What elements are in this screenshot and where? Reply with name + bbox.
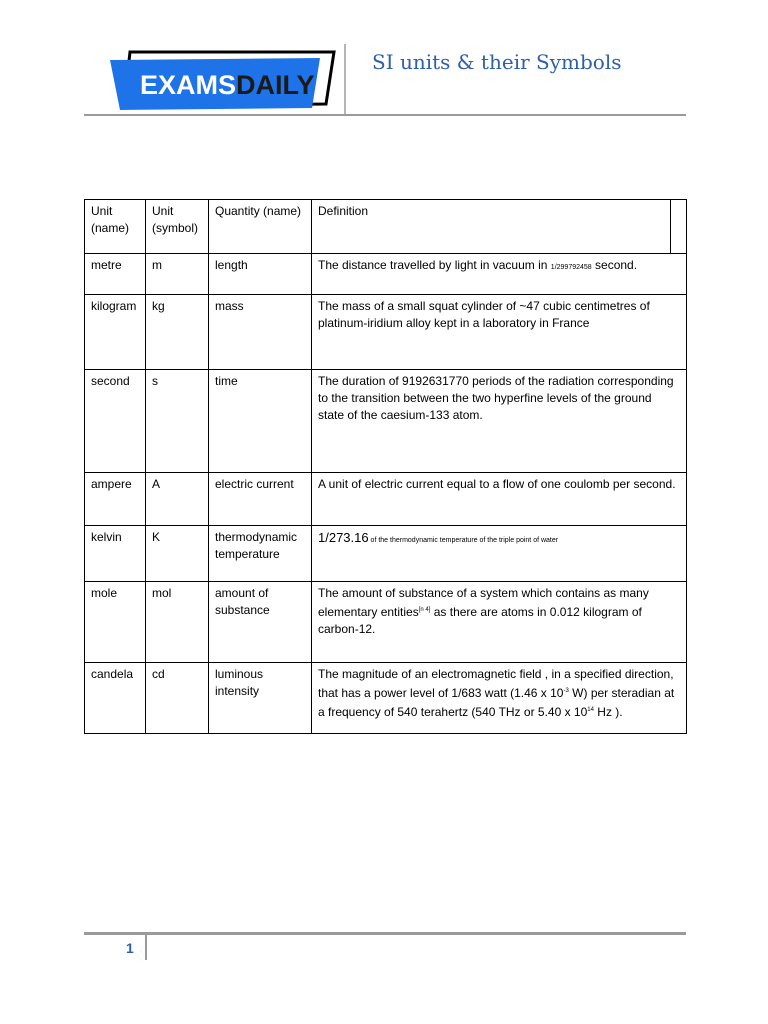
si-units-table xyxy=(84,199,687,734)
exponent: -3 xyxy=(563,688,569,694)
definition-text: The magnitude of an electromagnetic field , in a specified direction, that has a power level of 1/683 watt (1.46 x 10 xyxy=(318,667,674,700)
logo-word-daily: DAILY xyxy=(236,70,315,100)
footer-rule xyxy=(84,932,686,935)
page-number: 1 xyxy=(126,940,134,956)
cell-definition: The mass of a small squat cylinder of ~47 cubic centimetres of platinum-iridium alloy kept in a laboratory in France xyxy=(312,295,687,370)
cell-unit-name: second xyxy=(85,370,146,473)
definition-text: of the thermodynamic temperature of the triple point of water xyxy=(368,537,559,544)
cell-quantity: time xyxy=(209,370,312,473)
cell-definition: A unit of electric current equal to a flow of one coulomb per second. xyxy=(312,473,687,526)
header-rule xyxy=(84,114,686,116)
cell-unit-name: candela xyxy=(85,663,146,734)
definition-text-end: Hz ). xyxy=(593,705,623,719)
cell-unit-symbol: cd xyxy=(146,663,209,734)
cell-unit-name: ampere xyxy=(85,473,146,526)
header-unit-symbol: Unit (symbol) xyxy=(146,200,209,254)
cell-quantity: thermodynamic temperature xyxy=(209,526,312,582)
header-quantity: Quantity (name) xyxy=(209,200,312,254)
exponent: 14 xyxy=(587,707,594,713)
logo-word-exams: EXAMS xyxy=(140,70,237,100)
exams-daily-logo xyxy=(106,46,336,110)
cell-definition xyxy=(312,526,687,582)
definition-fraction: 1/299792458 xyxy=(550,264,592,271)
table-row xyxy=(85,254,687,295)
table-row xyxy=(85,526,687,582)
cell-unit-symbol: kg xyxy=(146,295,209,370)
definition-fraction: 1/273.16 xyxy=(318,530,369,545)
table-header-row xyxy=(85,200,687,254)
cell-unit-symbol: mol xyxy=(146,582,209,663)
footnote-ref: [n 4] xyxy=(418,607,431,613)
table-row xyxy=(85,370,687,473)
definition-text: The amount of substance of a system which contains as many elementary entities xyxy=(318,586,649,619)
cell-definition xyxy=(312,254,687,295)
definition-text-end: second. xyxy=(591,258,638,272)
page-title: SI units & their Symbols xyxy=(372,50,622,74)
logo-graphic xyxy=(106,46,338,112)
cell-quantity: luminous intensity xyxy=(209,663,312,734)
table-row xyxy=(85,663,687,734)
table-row xyxy=(85,295,687,370)
cell-unit-name: kelvin xyxy=(85,526,146,582)
cell-definition: The duration of 9192631770 periods of the radiation corresponding to the transition between the two hyperfine levels of the ground state of the caesium-133 atom. xyxy=(312,370,687,473)
header-divider-vertical xyxy=(344,44,346,114)
cell-quantity: length xyxy=(209,254,312,295)
cell-definition xyxy=(312,663,687,734)
cell-unit-symbol: s xyxy=(146,370,209,473)
cell-quantity: electric current xyxy=(209,473,312,526)
cell-unit-name: kilogram xyxy=(85,295,146,370)
footer-divider-vertical xyxy=(145,934,147,960)
table-row xyxy=(85,473,687,526)
cell-definition xyxy=(312,582,687,663)
table-row xyxy=(85,582,687,663)
cell-unit-name: metre xyxy=(85,254,146,295)
cell-unit-symbol: m xyxy=(146,254,209,295)
cell-unit-symbol: K xyxy=(146,526,209,582)
header-definition: Definition xyxy=(312,200,671,254)
cell-unit-name: mole xyxy=(85,582,146,663)
header-extra-cell xyxy=(671,200,687,254)
definition-text-mid: W) per steradian at a frequency of 540 terahertz (540 THz or 5.40 x 10 xyxy=(318,686,675,719)
cell-unit-symbol: A xyxy=(146,473,209,526)
definition-text: The distance travelled by light in vacuum in xyxy=(318,258,551,272)
header-unit-name: Unit (name) xyxy=(85,200,146,254)
cell-quantity: mass xyxy=(209,295,312,370)
definition-text-end: as there are atoms in 0.012 kilogram of carbon-12. xyxy=(318,605,642,636)
cell-quantity: amount of substance xyxy=(209,582,312,663)
